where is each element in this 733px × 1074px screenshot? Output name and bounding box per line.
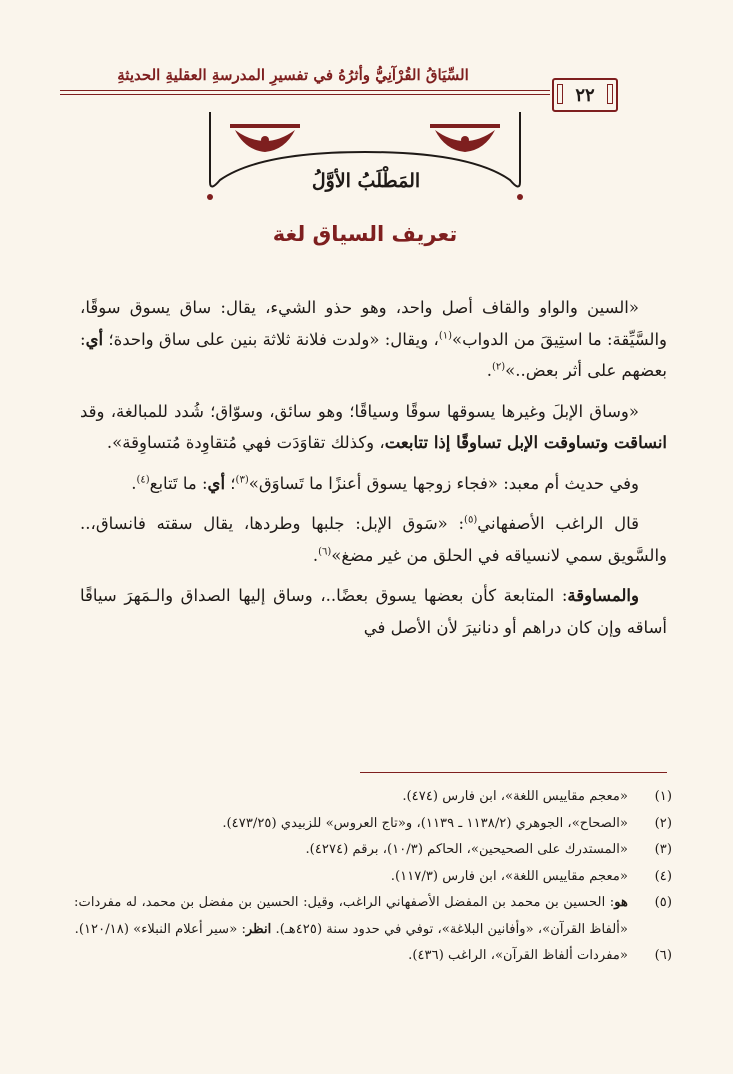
footnote-ref: (٤) xyxy=(136,474,150,485)
section-ornament-frame-icon xyxy=(200,112,530,207)
footnote-ref: (٢) xyxy=(491,361,506,373)
page-number: ٢٢ xyxy=(575,84,595,106)
main-title: تعريف السياق لغة xyxy=(272,222,458,246)
footnote-ref: (٥) xyxy=(464,514,478,526)
footnote: (١) «معجم مقاييس اللغة»، ابن فارس (٤٧٤). xyxy=(402,789,672,804)
footnote: (٦) «مفردات ألفاظ القرآن»، الراغب (٤٣٦). xyxy=(408,948,672,963)
paragraph: والمساوقة: المتابعة كأن بعضها يسوق بعضًا..، وساق إليها الصداق والـمَهرَ سياقًا أساقه وإن كان دراهم أو دنانيرَ لأن الأصل في xyxy=(80,586,667,637)
footnote: (٤) «معجم مقاييس اللغة»، ابن فارس (١١٧/٣). xyxy=(390,868,672,884)
footnote: (٣) «المستدرك على الصحيحين»، الحاكم (١٠/٣)، برقم (٤٢٧٤). xyxy=(305,842,672,857)
paragraph: «السين والواو والقاف أصل واحد، وهو حذو الشيء، يقال: ساق يسوق سوقًا، والسَّيِّقة: ما استِيقَ من الدواب»$^{(١)}$، ويقال: «ولدت فلانة ثلاثة بنين على ساق واحدة؛ أي: بعضهم على أثر بعض..»$^{(٢)}$. xyxy=(80,298,667,380)
footnote-ref: (١) xyxy=(438,330,453,341)
body-text xyxy=(80,292,667,652)
footnote-ref: (٣) xyxy=(235,474,249,485)
footnote-ref: (٦) xyxy=(318,546,332,557)
paragraph: وفي حديث أم معبد: «فجاء زوجها يسوق أعنزًا ما تَساوَق»$^{(٣)}$؛ أي: ما تَتابع$^{(٤)}$. xyxy=(131,473,639,493)
footnote: (٥) هو: الحسين بن محمد بن المفضل الأصفهاني الراغب، وقيل: الحسين بن مفضل بن محمد، له مفردات: «ألفاظ القرآن»، «وأفانين البلاغة»، توفي في حدود سنة (٤٢٥هـ). انظر: «سير أعلام النبلاء» (١٢٠/١٨). xyxy=(74,895,672,937)
paragraph: «وساق الإبلَ وغيرها يسوقها سوقًا وسياقًا؛ وهو سائق، وسوّاق؛ شُدد للمبالغة، وقد انساقت وتساوقت الإبل تساوقًا إذا تتابعت، وكذلك تقاوَدَت فهي مُتقاوِدة مُتساوِقة». xyxy=(80,401,667,452)
header-rule-double xyxy=(60,94,550,95)
footnote-separator xyxy=(360,772,667,773)
page-number-box xyxy=(552,78,618,112)
header-rule xyxy=(60,90,550,91)
footnotes xyxy=(74,784,672,970)
footnote: (٢) «الصحاح»، الجوهري (١١٣٨/٢ ـ ١١٣٩)، و«تاج العروس» للزبيدي (٤٧٣/٢٥). xyxy=(222,815,672,831)
running-header-title: السِّيَاقُ القُرْآنِيُّ وأثرُهُ في تفسيرِ المدرسةِ العقليةِ الحديثةِ xyxy=(117,66,469,84)
section-heading: المَطْلَبُ الأوَّلُ xyxy=(311,170,421,192)
paragraph: قال الراغب الأصفهاني$^{(٥)}$: «سَوق الإبل: جلبها وطردها، يقال سقته فانساق،.. والسَّويق سمي لانسياقه في الحلق من غير مضغ»$^{(٦)}$. xyxy=(80,514,667,565)
